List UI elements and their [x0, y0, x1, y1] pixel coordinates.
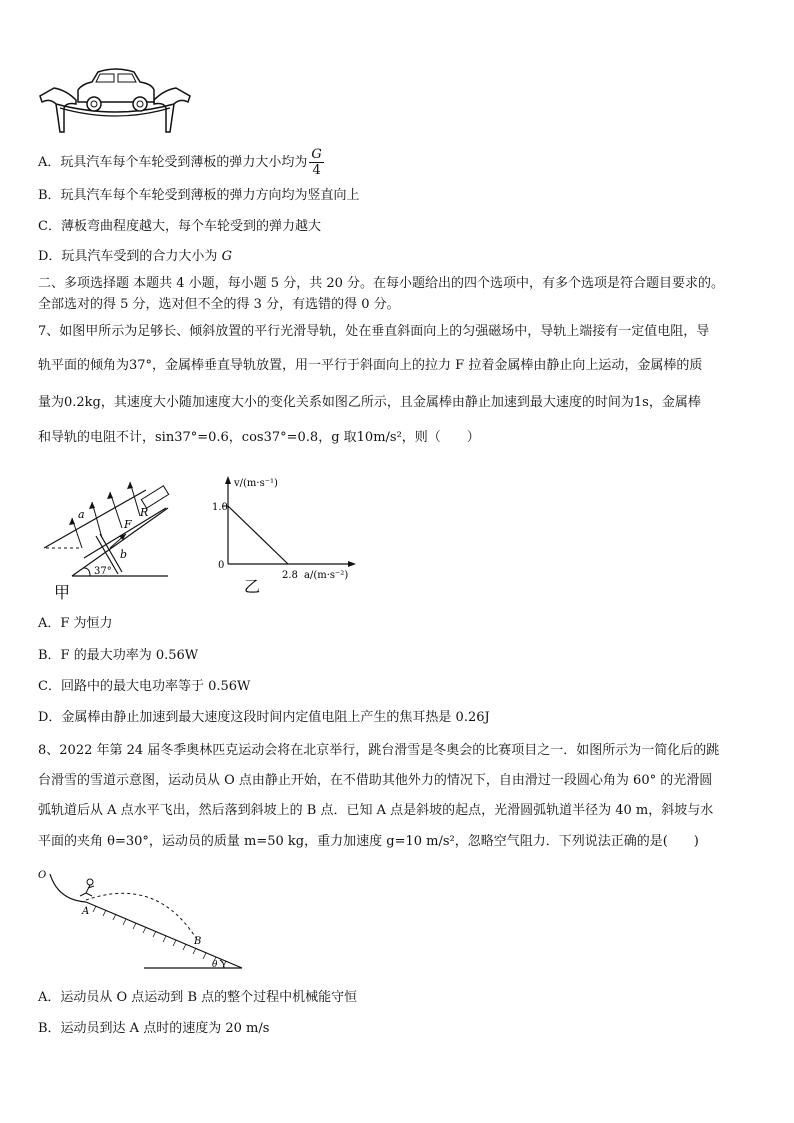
toy-car-figure	[36, 68, 196, 138]
q8-stem-line4: 平面的夹角 θ=30°，运动员的质量 m=50 kg，重力加速度 g=10 m/s²，忽略空气阻力．下列说法正确的是( )	[38, 834, 699, 849]
section2-heading-line2: 全部选对的得 5 分，选对但不全的得 3 分，有选错的得 0 分。	[38, 297, 400, 312]
x-tick-label: 2.8	[282, 570, 298, 581]
figure-jia-caption: 甲	[54, 583, 71, 602]
label-B: B	[194, 936, 202, 947]
velocity-acceleration-graph	[212, 474, 362, 598]
q7-option-d: D．金属棒由静止加速到最大速度这段时间内定值电阻上产生的焦耳热是 0.26J	[38, 710, 490, 725]
label-F: F	[124, 518, 132, 531]
q7-stem-line3: 量为0.2kg，其速度大小随加速度大小的变化关系如图乙所示，且金属棒由静止加速到最大速度的时间为1s，金属棒	[38, 395, 701, 410]
figure-yi-caption: 乙	[244, 577, 261, 596]
label-theta: θ	[212, 960, 218, 970]
x-axis-label: a/(m·s⁻²)	[304, 570, 349, 581]
q6-option-c: C．薄板弯曲程度越大，每个车轮受到的弹力越大	[38, 219, 321, 234]
q7-stem-line1: 7、如图甲所示为足够长、倾斜放置的平行光滑导轨，处在垂直斜面向上的匀强磁场中，导轨上端接有一定值电阻，导	[38, 324, 710, 339]
y-tick-label: 1.0	[212, 502, 228, 513]
origin-label: 0	[218, 560, 225, 571]
q7-stem-line4: 和导轨的电阻不计，sin37°=0.6，cos37°=0.8，g 取10m/s²，则（ ）	[38, 430, 480, 445]
label-A: A	[82, 906, 90, 917]
angle-label: 37°	[94, 566, 112, 577]
label-O: O	[38, 870, 47, 881]
section2-heading-line1: 二、多项选择题 本题共 4 小题，每小题 5 分，共 20 分。在每小题给出的四个选项中，有多个选项是符合题目要求的。	[38, 276, 725, 291]
q7-stem-line2: 轨平面的倾角为37°，金属棒垂直导轨放置，用一平行于斜面向上的拉力 F 拉着金属棒由静止向上运动，金属棒的质	[38, 358, 703, 373]
q8-option-b: B．运动员到达 A 点时的速度为 20 m/s	[38, 1021, 270, 1036]
q8-stem-line1: 8、2022 年第 24 届冬季奥林匹克运动会将在北京举行，跳台滑雪是冬奥会的比赛项目之一．如图所示为一简化后的跳	[38, 743, 720, 758]
q7-option-a: A．F 为恒力	[38, 616, 113, 631]
q6-option-a: A．玩具汽车每个车轮受到薄板的弹力大小均为 $\frac{G}{4}$	[38, 147, 322, 178]
q7-option-c: C．回路中的最大电功率等于 0.56W	[38, 679, 251, 694]
ski-jump-figure	[36, 866, 250, 974]
q8-option-a: A．运动员从 O 点运动到 B 点的整个过程中机械能守恒	[38, 990, 358, 1005]
y-axis-label: v/(m·s⁻¹)	[234, 478, 278, 489]
label-b: b	[120, 548, 128, 561]
rail-incline-figure	[38, 478, 178, 602]
label-a: a	[78, 508, 85, 521]
label-R: R	[140, 506, 149, 519]
q6-option-d: D．玩具汽车受到的合力大小为 G	[38, 249, 232, 264]
q7-option-b: B．F 的最大功率为 0.56W	[38, 648, 199, 663]
q8-stem-line2: 台滑雪的雪道示意图，运动员从 O 点由静止开始，在不借助其他外力的情况下，自由滑过一段圆心角为 60° 的光滑圆	[38, 773, 713, 788]
q6-option-b: B．玩具汽车每个车轮受到薄板的弹力方向均为竖直向上	[38, 188, 360, 203]
q8-stem-line3: 弧轨道后从 A 点水平飞出，然后落到斜坡上的 B 点．已知 A 点是斜坡的起点，光滑圆弧轨道半径为 40 m，斜坡与水	[38, 803, 714, 818]
